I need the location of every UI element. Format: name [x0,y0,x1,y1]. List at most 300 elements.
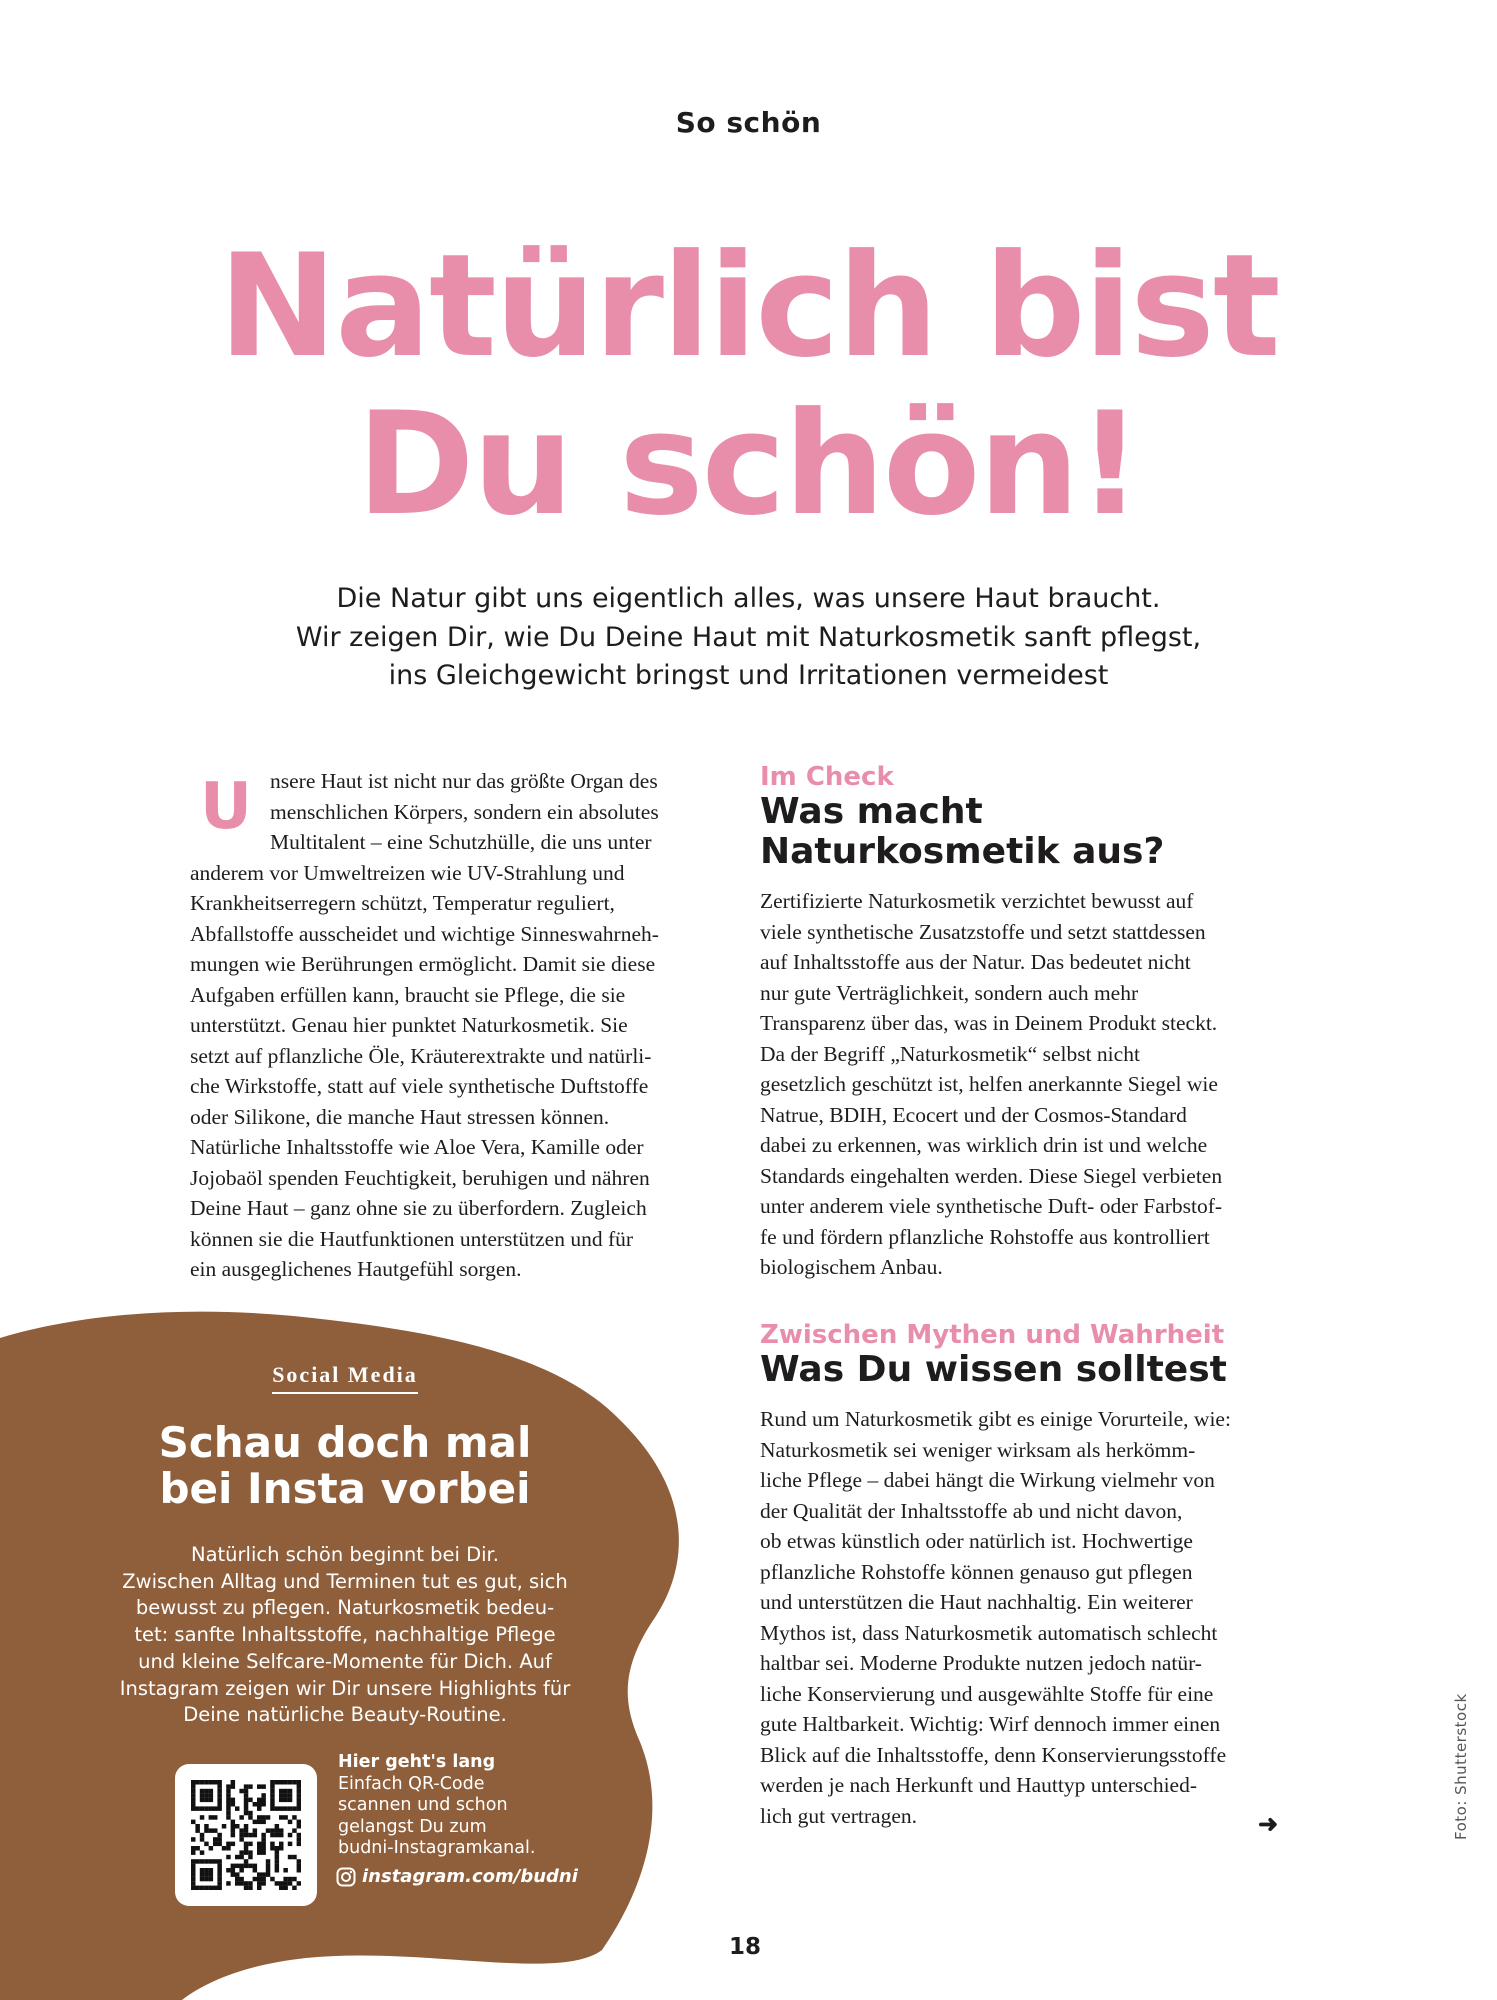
text-line: Deine Haut – ganz ohne sie zu überfordern. Zugleich [190,1196,647,1220]
qr-module [288,1789,292,1793]
qr-module [235,1872,239,1876]
qr-module [297,1837,301,1841]
qr-module [283,1881,287,1885]
qr-line: Einfach QR-Code [338,1773,485,1794]
continue-arrow-icon: ➜ [1258,1812,1279,1838]
qr-module [231,1802,235,1806]
social-title-line: Schau doch mal [158,1418,532,1467]
qr-module [239,1881,243,1885]
qr-module [231,1864,235,1868]
qr-module [239,1833,243,1837]
qr-module [217,1864,221,1868]
qr-module [244,1806,248,1810]
qr-module [270,1802,274,1806]
text-line: der Qualität der Inhaltsstoffe ab und nicht davon, [760,1498,1183,1523]
qr-module [231,1798,235,1802]
qr-module [270,1789,274,1793]
qr-module [195,1828,199,1832]
qr-module [297,1820,301,1824]
qr-module [209,1793,213,1797]
qr-module [200,1850,204,1854]
text-line: biologischem Anbau. [760,1255,943,1279]
qr-module [288,1798,292,1802]
text-line: dabei zu erkennen, was wirklich drin ist und welche [760,1133,1208,1157]
qr-module [191,1837,195,1841]
qr-module [297,1842,301,1846]
qr-module [266,1859,270,1863]
qr-module [213,1828,217,1832]
qr-module [261,1793,265,1797]
qr-module [226,1806,230,1810]
qr-module [279,1828,283,1832]
qr-module [275,1828,279,1832]
qr-code-icon [191,1780,301,1890]
qr-module [204,1824,208,1828]
qr-module [248,1881,252,1885]
qr-module [275,1806,279,1810]
text-line: Transparenz über das, was in Deinem Produkt steckt. [760,1011,1218,1035]
qr-module [297,1798,301,1802]
qr-module [217,1793,221,1797]
qr-module [257,1806,261,1810]
qr-module [248,1784,252,1788]
qr-module [275,1824,279,1828]
qr-module [204,1789,208,1793]
qr-module [261,1872,265,1876]
qr-module [226,1855,230,1859]
qr-module [283,1877,287,1881]
qr-code[interactable] [175,1764,317,1906]
qr-module [275,1881,279,1885]
qr-module [217,1872,221,1876]
text-line: werden je nach Herkunft und Hauttyp unterschied- [760,1773,1198,1797]
qr-module [275,1846,279,1850]
text-line: Da der Begriff „Naturkosmetik“ selbst nicht [760,1041,1140,1066]
text-line: gesetzlich geschützt ist, helfen anerkannte Siegel wie [760,1072,1218,1096]
qr-module [191,1806,195,1810]
qr-module [239,1828,243,1832]
qr-module [270,1793,274,1797]
qr-module [283,1793,287,1797]
text-line: Abfallstoffe ausscheidet und wichtige Sinneswahrneh- [190,921,659,946]
qr-module [270,1877,274,1881]
qr-module [279,1846,283,1850]
qr-module [257,1798,261,1802]
qr-module [195,1859,199,1863]
qr-module [204,1798,208,1802]
qr-module [248,1886,252,1890]
text-line: Jojobaöl spenden Feuchtigkeit, beruhigen und nähren [190,1165,650,1190]
qr-module [209,1846,213,1850]
qr-module [217,1842,221,1846]
qr-module [275,1864,279,1868]
qr-module [213,1859,217,1863]
qr-module [288,1806,292,1810]
text-line: lich gut vertragen. [760,1803,918,1828]
qr-module [283,1868,287,1872]
qr-module [253,1802,257,1806]
qr-module [288,1780,292,1784]
qr-module [217,1806,221,1810]
qr-module [297,1868,301,1872]
qr-module [283,1806,287,1810]
qr-module [226,1793,230,1797]
qr-line: budni-Instagramkanal. [338,1838,536,1858]
qr-module [244,1833,248,1837]
qr-module [200,1877,204,1881]
qr-module [200,1789,204,1793]
qr-module [244,1886,248,1890]
qr-module [217,1859,221,1863]
social-title-line: bei Insta vorbei [159,1464,531,1513]
qr-module [261,1820,265,1824]
qr-module [200,1793,204,1797]
qr-module [217,1798,221,1802]
qr-module [244,1846,248,1850]
qr-module [270,1780,274,1784]
qr-module [270,1833,274,1837]
qr-module [275,1780,279,1784]
qr-module [297,1806,301,1810]
qr-module [288,1877,292,1881]
qr-module [195,1824,199,1828]
qr-module [297,1833,301,1837]
qr-module [257,1850,261,1854]
qr-module [244,1789,248,1793]
text-line: liche Konservierung und ausgewählte Stoffe für eine [760,1681,1214,1706]
qr-module [275,1833,279,1837]
qr-module [297,1780,301,1784]
qr-module [217,1833,221,1837]
qr-module [248,1833,252,1837]
qr-module [239,1837,243,1841]
qr-module [288,1842,292,1846]
qr-module [235,1864,239,1868]
qr-module [257,1846,261,1850]
qr-module [244,1842,248,1846]
qr-module [191,1784,195,1788]
qr-module [231,1824,235,1828]
qr-module [292,1780,296,1784]
qr-module [209,1877,213,1881]
qr-module [209,1780,213,1784]
qr-module [222,1846,226,1850]
qr-module [266,1864,270,1868]
qr-module [275,1850,279,1854]
qr-module [266,1815,270,1819]
qr-module [275,1859,279,1863]
qr-module [226,1811,230,1815]
qr-module [217,1802,221,1806]
text-line: fe und fördern pflanzliche Rohstoffe aus kontrolliert [760,1224,1210,1249]
qr-module [248,1850,252,1854]
qr-module [200,1872,204,1876]
qr-module [261,1815,265,1819]
text-line: ein ausgeglichenes Hautgefühl sorgen. [190,1257,522,1281]
qr-module [231,1784,235,1788]
qr-module [213,1806,217,1810]
qr-module [231,1820,235,1824]
qr-module [253,1864,257,1868]
qr-module [292,1855,296,1859]
text-line: Natürlich schön beginnt bei Dir. [191,1543,499,1566]
qr-module [200,1815,204,1819]
qr-module [279,1886,283,1890]
qr-module [253,1868,257,1872]
qr-module [248,1842,252,1846]
qr-module [217,1837,221,1841]
qr-module [297,1864,301,1868]
qr-module [195,1780,199,1784]
qr-module [209,1828,213,1832]
text-line: che Wirkstoffe, statt auf viele synthetische Duftstoffe [190,1074,649,1098]
qr-module [231,1868,235,1872]
qr-module [297,1881,301,1885]
qr-module [283,1798,287,1802]
qr-module [244,1850,248,1854]
qr-module [209,1859,213,1863]
qr-module [191,1881,195,1885]
qr-module [231,1833,235,1837]
qr-module [191,1820,195,1824]
qr-module [248,1864,252,1868]
instagram-icon [336,1867,356,1887]
qr-module [191,1859,195,1863]
qr-module [270,1842,274,1846]
social-body [0,1542,690,1729]
qr-module [257,1881,261,1885]
qr-module [204,1806,208,1810]
text-line: setzt auf pflanzliche Öle, Kräuterextrakte und natürli- [190,1043,652,1068]
qr-module [297,1859,301,1863]
qr-module [222,1824,226,1828]
qr-module [204,1780,208,1784]
text-line: tet: sanfte Inhaltsstoffe, nachhaltige Pflege [134,1623,556,1647]
qr-module [213,1837,217,1841]
drop-cap: U [200,770,252,844]
qr-module [248,1855,252,1859]
qr-module [195,1886,199,1890]
social-label-text: Social Media [272,1362,418,1394]
qr-module [191,1780,195,1784]
qr-module [235,1855,239,1859]
qr-module [235,1881,239,1885]
qr-module [226,1784,230,1788]
page-number: 18 [728,1934,761,1960]
text-line: nur gute Verträglichkeit, sondern auch mehr [760,980,1139,1005]
qr-module [217,1881,221,1885]
qr-module [204,1886,208,1890]
qr-module [209,1789,213,1793]
qr-module [191,1877,195,1881]
qr-module [266,1868,270,1872]
social-label [0,1362,690,1388]
qr-module [217,1780,221,1784]
qr-module [283,1789,287,1793]
text-line: pflanzliche Rohstoffe können genauso gut pflegen [760,1559,1193,1584]
qr-module [279,1806,283,1810]
qr-module [204,1877,208,1881]
qr-module [239,1868,243,1872]
qr-module [261,1837,265,1841]
qr-module [244,1881,248,1885]
qr-module [248,1798,252,1802]
qr-module [266,1872,270,1876]
qr-line: gelangst Du zum [338,1816,487,1837]
qr-module [239,1789,243,1793]
qr-module [248,1815,252,1819]
instagram-url: instagram.com/budni [362,1866,578,1887]
qr-module [209,1815,213,1819]
text-line: bewusst zu pflegen. Naturkosmetik bedeu- [135,1596,555,1620]
qr-module [235,1824,239,1828]
qr-module [270,1846,274,1850]
qr-module [257,1886,261,1890]
text-line: Zertifizierte Naturkosmetik verzichtet bewusst auf [760,889,1194,913]
text-line: Naturkosmetik sei weniger wirksam als herkömm- [760,1437,1196,1462]
text-line: gute Haltbarkeit. Wichtig: Wirf dennoch immer einen [760,1712,1221,1736]
qr-module [288,1833,292,1837]
qr-module [204,1828,208,1832]
qr-module [261,1842,265,1846]
text-line: mungen wie Berührungen ermöglicht. Damit sie diese [190,952,656,976]
text-line: Instagram zeigen wir Dir unsere Highlights für [119,1676,571,1700]
text-line: Standards eingehalten werden. Diese Siegel verbieten [760,1163,1223,1188]
qr-module [261,1798,265,1802]
title-line: Natürlich bist [218,224,1279,389]
qr-module [292,1886,296,1890]
qr-module [231,1842,235,1846]
qr-module [200,1833,204,1837]
qr-module [261,1881,265,1885]
qr-module [217,1868,221,1872]
qr-module [235,1877,239,1881]
qr-module [204,1859,208,1863]
photo-credit: Foto: Shutterstock [1452,1693,1470,1840]
qr-module [279,1815,283,1819]
text-line: Blick auf die Inhaltsstoffe, denn Konservierungsstoffe [760,1742,1227,1767]
heading-line: Naturkosmetik aus? [760,831,1165,872]
qr-instructions [338,1752,535,1860]
qr-module [209,1886,213,1890]
text-line: nsere Haut ist nicht nur das größte Organ des [270,769,658,793]
qr-module [279,1881,283,1885]
section-kicker: So schön [675,106,822,139]
text-line: Natürliche Inhaltsstoffe wie Aloe Vera, Kamille oder [190,1135,644,1159]
qr-module [261,1833,265,1837]
qr-module [209,1798,213,1802]
qr-module [279,1798,283,1802]
text-line: Mythos ist, dass Naturkosmetik automatisch schlecht [760,1620,1218,1645]
qr-module [253,1828,257,1832]
qr-module [248,1811,252,1815]
qr-module [200,1886,204,1890]
qr-module [217,1877,221,1881]
qr-module [226,1789,230,1793]
qr-module [283,1780,287,1784]
qr-module [195,1806,199,1810]
qr-module [209,1806,213,1810]
qr-module [235,1806,239,1810]
text-line: oder Silikone, die manche Haut stressen können. [190,1104,610,1129]
text-line: unterstützt. Genau hier punktet Naturkosmetik. Sie [190,1013,628,1037]
text-line: und unterstützen die Haut nachhaltig. Ein weiterer [760,1590,1193,1614]
intro-line: ins Gleichgewicht bringst und Irritationen vermeidest [388,660,1109,691]
qr-module [226,1802,230,1806]
qr-module [191,1886,195,1890]
qr-module [266,1828,270,1832]
qr-module [239,1815,243,1819]
text-line: Natrue, BDIH, Ecocert und der Cosmos-Standard [760,1102,1187,1127]
qr-module [191,1846,195,1850]
qr-module [297,1802,301,1806]
qr-module [204,1868,208,1872]
qr-module [297,1824,301,1828]
qr-module [261,1784,265,1788]
qr-module [209,1868,213,1872]
qr-module [261,1846,265,1850]
qr-module [270,1806,274,1810]
qr-module [226,1881,230,1885]
qr-module [191,1850,195,1854]
text-line: haltbar sei. Moderne Produkte nutzen jedoch natür- [760,1651,1202,1675]
qr-module [217,1784,221,1788]
qr-module [275,1868,279,1872]
qr-module [191,1872,195,1876]
qr-line: scannen und schon [338,1795,508,1815]
social-title [0,1420,690,1512]
text-line: Rund um Naturkosmetik gibt es einige Vorurteile, wie: [760,1407,1231,1431]
qr-module [195,1846,199,1850]
text-line: können sie die Hautfunktionen unterstützen und für [190,1226,634,1251]
qr-heading: Hier geht's lang [338,1752,496,1772]
qr-module [226,1868,230,1872]
instagram-link[interactable] [336,1866,578,1887]
qr-module [279,1793,283,1797]
qr-module [244,1793,248,1797]
qr-module [261,1850,265,1854]
qr-module [191,1802,195,1806]
qr-module [204,1872,208,1876]
qr-module [275,1855,279,1859]
qr-module [200,1780,204,1784]
qr-module [288,1881,292,1885]
qr-module [270,1784,274,1788]
qr-module [279,1780,283,1784]
qr-module [279,1833,283,1837]
qr-module [288,1855,292,1859]
qr-module [204,1842,208,1846]
qr-module [297,1784,301,1788]
qr-module [204,1793,208,1797]
qr-module [261,1877,265,1881]
qr-module [213,1815,217,1819]
qr-module [226,1798,230,1802]
qr-module [200,1806,204,1810]
qr-module [292,1877,296,1881]
qr-module [231,1828,235,1832]
qr-module [288,1820,292,1824]
qr-module [297,1789,301,1793]
qr-module [257,1815,261,1819]
qr-module [226,1842,230,1846]
text-line: Multitalent – eine Schutzhülle, die uns unter [270,830,652,854]
qr-module [257,1872,261,1876]
qr-module [217,1886,221,1890]
text-line: auf Inhaltsstoffe aus der Natur. Das bedeutet nicht [760,950,1191,974]
qr-module [244,1798,248,1802]
qr-module [200,1868,204,1872]
